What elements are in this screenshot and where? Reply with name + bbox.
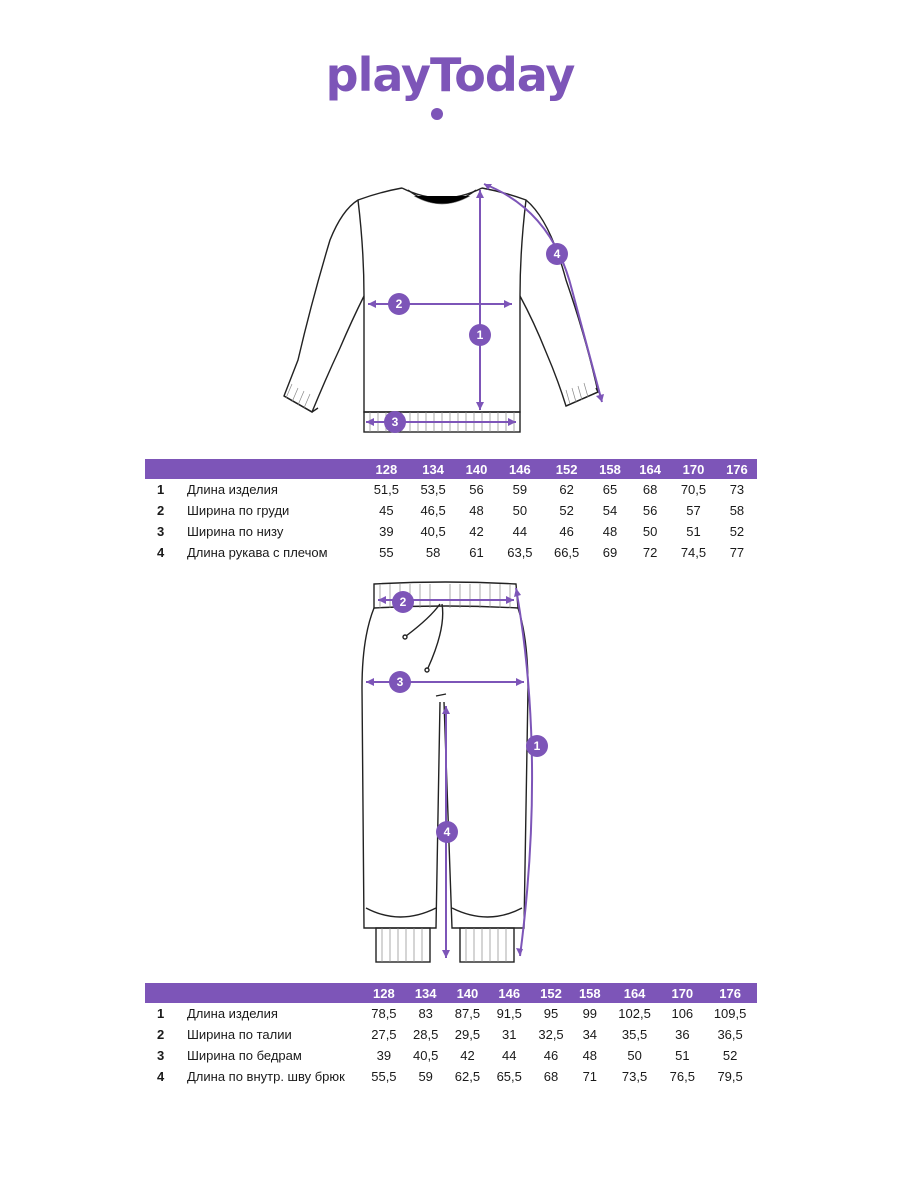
size-header: 158 <box>590 459 630 479</box>
cell-value: 42 <box>469 524 484 539</box>
cell-value: 39 <box>379 524 394 539</box>
cell-value: 48 <box>469 503 484 518</box>
size-header: 170 <box>661 983 703 1003</box>
svg-text:4: 4 <box>443 825 451 839</box>
cell-value: 74,5 <box>680 545 707 560</box>
size-header: 146 <box>497 459 544 479</box>
pants-marker-4 <box>436 821 458 843</box>
row-label: Длина рукава с плечом <box>187 545 328 560</box>
table-row <box>145 1066 757 1087</box>
size-header: 140 <box>447 983 489 1003</box>
row-number: 4 <box>157 545 165 560</box>
sweatshirt-marker-4 <box>546 243 568 265</box>
cell-value: 52 <box>722 1048 738 1063</box>
size-header: 158 <box>572 983 608 1003</box>
cell-value: 42 <box>460 1048 475 1063</box>
size-header: 134 <box>405 983 447 1003</box>
cell-value: 59 <box>512 482 528 497</box>
svg-text:1: 1 <box>476 328 484 342</box>
size-header: 164 <box>608 983 662 1003</box>
row-label: Ширина по талии <box>187 1027 292 1042</box>
pants-size-table <box>145 983 757 1087</box>
cell-value: 50 <box>627 1048 642 1063</box>
cell-value: 58 <box>729 503 745 518</box>
svg-text:2: 2 <box>395 297 403 311</box>
cell-value: 28,5 <box>413 1027 439 1042</box>
table-row <box>145 1024 757 1045</box>
logo-text: playToday <box>325 48 575 102</box>
pants-marker-3 <box>389 671 411 693</box>
sweatshirt-marker-2 <box>388 293 410 315</box>
cell-value: 76,5 <box>669 1069 695 1084</box>
cell-value: 55 <box>379 545 394 560</box>
cell-value: 44 <box>512 524 528 539</box>
cell-value: 83 <box>418 1006 433 1021</box>
cell-value: 65 <box>602 482 618 497</box>
cell-value: 58 <box>425 545 441 560</box>
row-number: 3 <box>157 524 165 539</box>
cell-value: 56 <box>642 503 658 518</box>
size-header: 140 <box>456 459 496 479</box>
pants-marker-2 <box>392 591 414 613</box>
cell-value: 79,5 <box>717 1069 743 1084</box>
svg-text:2: 2 <box>399 595 407 609</box>
row-number: 1 <box>157 482 165 497</box>
cell-value: 39 <box>376 1048 392 1063</box>
cell-value: 73 <box>729 482 745 497</box>
size-header-row <box>145 459 757 479</box>
brand-logo <box>0 48 900 102</box>
cell-value: 48 <box>582 1048 598 1063</box>
cell-value: 51,5 <box>373 482 400 497</box>
cell-value: 31 <box>502 1027 517 1042</box>
cell-value: 40,5 <box>413 1048 439 1063</box>
cell-value: 71 <box>582 1069 598 1084</box>
cell-value: 27,5 <box>371 1027 397 1042</box>
table-row <box>145 500 757 521</box>
table-row <box>145 521 757 542</box>
cell-value: 106 <box>671 1006 694 1021</box>
row-label: Длина изделия <box>187 482 278 497</box>
cell-value: 44 <box>502 1048 517 1063</box>
cell-value: 48 <box>602 524 618 539</box>
cell-value: 65,5 <box>496 1069 522 1084</box>
cell-value: 55,5 <box>371 1069 397 1084</box>
cell-value: 46,5 <box>420 503 446 518</box>
cell-value: 46 <box>559 524 574 539</box>
row-label: Ширина по бедрам <box>187 1048 302 1063</box>
cell-value: 54 <box>602 503 618 518</box>
svg-text:3: 3 <box>396 675 404 689</box>
size-header: 164 <box>630 459 670 479</box>
cell-value: 50 <box>642 524 658 539</box>
cell-value: 70,5 <box>680 482 707 497</box>
cell-value: 46 <box>543 1048 559 1063</box>
cell-value: 29,5 <box>454 1027 481 1042</box>
row-number: 4 <box>157 1069 165 1084</box>
row-label: Длина по внутр. шву брюк <box>187 1069 345 1084</box>
logo-dot <box>431 108 443 120</box>
size-header: 176 <box>703 983 757 1003</box>
cell-value: 56 <box>469 482 484 497</box>
size-header: 170 <box>670 459 717 479</box>
cell-value: 53,5 <box>420 482 446 497</box>
svg-text:3: 3 <box>391 415 399 429</box>
size-header: 146 <box>488 983 530 1003</box>
cell-value: 66,5 <box>553 545 580 560</box>
row-number: 1 <box>157 1006 165 1021</box>
cell-value: 91,5 <box>496 1006 522 1021</box>
cell-value: 34 <box>582 1027 598 1042</box>
cell-value: 36,5 <box>717 1027 743 1042</box>
cell-value: 77 <box>729 545 745 560</box>
table-row <box>145 479 757 500</box>
size-header: 128 <box>363 983 405 1003</box>
size-header: 128 <box>363 459 410 479</box>
cell-value: 51 <box>686 524 701 539</box>
cell-value: 57 <box>686 503 701 518</box>
cell-value: 45 <box>379 503 394 518</box>
cell-value: 59 <box>418 1069 433 1084</box>
row-label: Ширина по низу <box>187 524 284 539</box>
size-header-row <box>145 983 757 1003</box>
cell-value: 68 <box>543 1069 559 1084</box>
svg-text:1: 1 <box>533 739 541 753</box>
cell-value: 95 <box>543 1006 559 1021</box>
cell-value: 40,5 <box>420 524 446 539</box>
table-row <box>145 1045 757 1066</box>
sweatshirt-marker-3 <box>384 411 406 433</box>
sweatshirt-marker-1 <box>469 324 491 346</box>
cell-value: 61 <box>469 545 484 560</box>
cell-value: 35,5 <box>621 1027 648 1042</box>
row-number: 2 <box>157 503 165 518</box>
cell-value: 78,5 <box>371 1006 397 1021</box>
pants-marker-1 <box>526 735 548 757</box>
size-header: 134 <box>410 459 457 479</box>
cell-value: 51 <box>675 1048 690 1063</box>
cell-value: 32,5 <box>538 1027 564 1042</box>
cell-value: 87,5 <box>454 1006 481 1021</box>
row-label: Длина изделия <box>187 1006 278 1021</box>
cell-value: 109,5 <box>713 1006 747 1021</box>
cell-value: 36 <box>675 1027 690 1042</box>
size-header: 152 <box>530 983 572 1003</box>
cell-value: 63,5 <box>507 545 533 560</box>
table-row <box>145 542 757 563</box>
cell-value: 69 <box>602 545 618 560</box>
cell-value: 68 <box>642 482 658 497</box>
row-number: 2 <box>157 1027 165 1042</box>
cell-value: 52 <box>729 524 745 539</box>
cell-value: 52 <box>559 503 574 518</box>
cell-value: 73,5 <box>621 1069 648 1084</box>
size-header: 152 <box>543 459 590 479</box>
row-number: 3 <box>157 1048 165 1063</box>
row-label: Ширина по груди <box>187 503 290 518</box>
size-header: 176 <box>717 459 757 479</box>
cell-value: 62 <box>559 482 574 497</box>
cell-value: 72 <box>642 545 658 560</box>
pants-diagram <box>0 578 900 968</box>
cell-value: 99 <box>582 1006 598 1021</box>
cell-value: 50 <box>512 503 528 518</box>
cell-value: 102,5 <box>618 1006 651 1021</box>
cell-value: 62,5 <box>454 1069 481 1084</box>
sweatshirt-diagram <box>0 170 900 445</box>
table-row <box>145 1003 757 1024</box>
sweatshirt-size-table <box>145 459 757 563</box>
svg-text:4: 4 <box>553 247 561 261</box>
